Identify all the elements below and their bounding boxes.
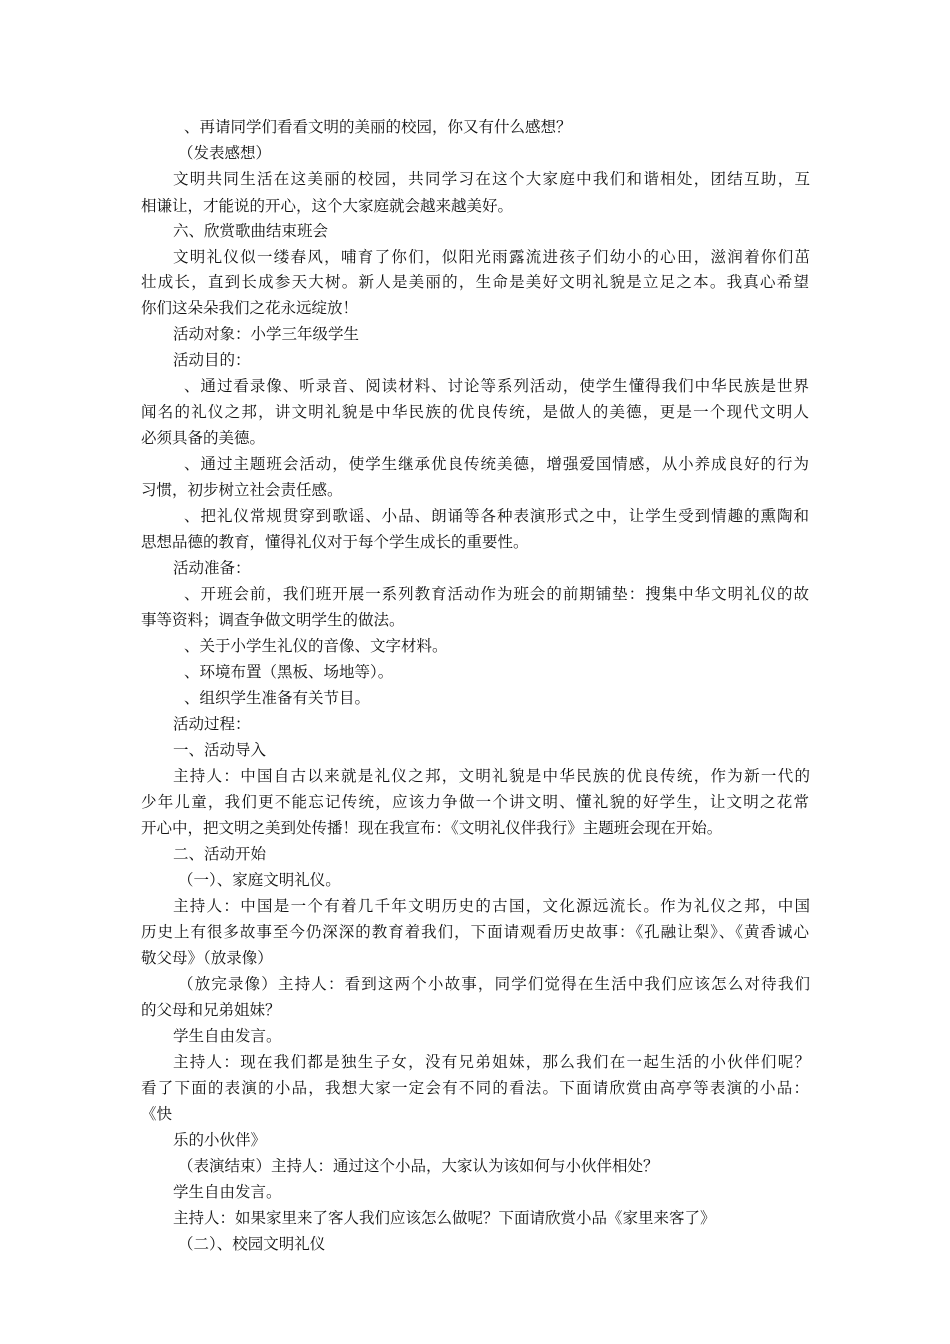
text-line: 壮成长，直到长成参天大树。新人是美丽的，生命是美好文明礼貌是立足之本。我真心希望: [141, 273, 809, 291]
text-line: 看了下面的表演的小品，我想大家一定会有不同的看法。下面请欣赏由高亭等表演的小品：: [141, 1079, 809, 1097]
text-line: 活动准备：: [173, 559, 251, 577]
text-line: 习惯，初步树立社会责任感。: [141, 481, 343, 499]
text-line: 、组织学生准备有关节目。: [184, 689, 371, 707]
text-line: 、通过看录像、听录音、阅读材料、讨论等系列活动，使学生懂得我们中华民族是世界: [184, 377, 809, 395]
text-line: 、开班会前，我们班开展一系列教育活动作为班会的前期铺垫：搜集中华文明礼仪的故: [184, 585, 809, 603]
text-line: 、把礼仪常规贯穿到歌谣、小品、朗诵等各种表演形式之中，让学生受到情趣的熏陶和: [184, 507, 809, 525]
text-line: （一）、家庭文明礼仪。: [178, 871, 341, 889]
section-heading: 二、活动开始: [173, 845, 267, 863]
text-line: 学生自由发言。: [173, 1183, 282, 1201]
section-heading: （二）、校园文明礼仪: [178, 1235, 326, 1253]
text-line: 、关于小学生礼仪的音像、文字材料。: [184, 637, 448, 655]
text-line: 活动对象：小学三年级学生: [173, 325, 360, 343]
text-line: 开心中，把文明之美到处传播！现在我宣布：《文明礼仪伴我行》主题班会现在开始。: [141, 819, 723, 837]
text-line: 、通过主题班会活动，使学生继承优良传统美德，增强爱国情感，从小养成良好的行为: [184, 455, 809, 473]
section-heading: 六、欣赏歌曲结束班会: [173, 222, 329, 240]
section-heading: 一、活动导入: [173, 741, 267, 759]
text-line: 文明共同生活在这美丽的校园，共同学习在这个大家庭中我们和谐相处，团结互助，互: [173, 170, 810, 188]
text-line: 敬父母》（放录像）: [141, 949, 273, 967]
text-line: 主持人：现在我们都是独生子女，没有兄弟姐妹，那么我们在一起生活的小伙伴们呢？: [173, 1053, 810, 1071]
text-line: 、环境布置（黑板、场地等）。: [184, 663, 394, 681]
text-line: 学生自由发言。: [173, 1027, 282, 1045]
text-line: 历史上有很多故事至今仍深深的教育着我们，下面请观看历史故事：《孔融让梨》、《黄香诚心: [141, 923, 809, 941]
text-line: （表演结束）主持人：通过这个小品，大家认为该如何与小伙伴相处？: [178, 1157, 659, 1175]
text-line: 文明礼仪似一缕春风，哺育了你们，似阳光雨露流进孩子们幼小的心田，滋润着你们茁: [173, 248, 810, 266]
text-line: 思想品德的教育，懂得礼仪对于每个学生成长的重要性。: [141, 533, 529, 551]
text-line: 乐的小伙伴》: [173, 1131, 267, 1149]
text-line: 闻名的礼仪之邦，讲文明礼貌是中华民族的优良传统，是做人的美德，更是一个现代文明人: [141, 403, 809, 421]
text-line: 活动过程：: [173, 715, 251, 733]
text-line: 你们这朵朵我们之花永远绽放！: [141, 299, 359, 317]
text-line: （发表感想）: [178, 144, 272, 162]
text-line: 主持人：中国是一个有着几千年文明历史的古国，文化源远流长。作为礼仪之邦，中国: [173, 897, 810, 915]
text-line: 主持人：中国自古以来就是礼仪之邦，文明礼貌是中华民族的优良传统，作为新一代的: [173, 767, 810, 785]
text-line: 活动目的：: [173, 351, 251, 369]
text-line: 事等资料；调查争做文明学生的做法。: [141, 611, 405, 629]
text-line: 主持人：如果家里来了客人我们应该怎么做呢？下面请欣赏小品《家里来客了》: [173, 1209, 716, 1227]
text-line: （放完录像）主持人：看到这两个小故事，同学们觉得在生活中我们应该怎么对待我们: [178, 975, 810, 993]
text-line: 少年儿童，我们更不能忘记传统，应该力争做一个讲文明、懂礼貌的好学生，让文明之花常: [141, 793, 809, 811]
text-line: 、再请同学们看看文明的美丽的校园，你又有什么感想？: [184, 118, 572, 136]
text-line: 《快: [141, 1105, 173, 1123]
text-line: 必须具备的美德。: [141, 429, 266, 447]
text-line: 相谦让，才能说的开心，这个大家庭就会越来越美好。: [141, 197, 514, 215]
text-line: 的父母和兄弟姐妹？: [141, 1001, 281, 1019]
